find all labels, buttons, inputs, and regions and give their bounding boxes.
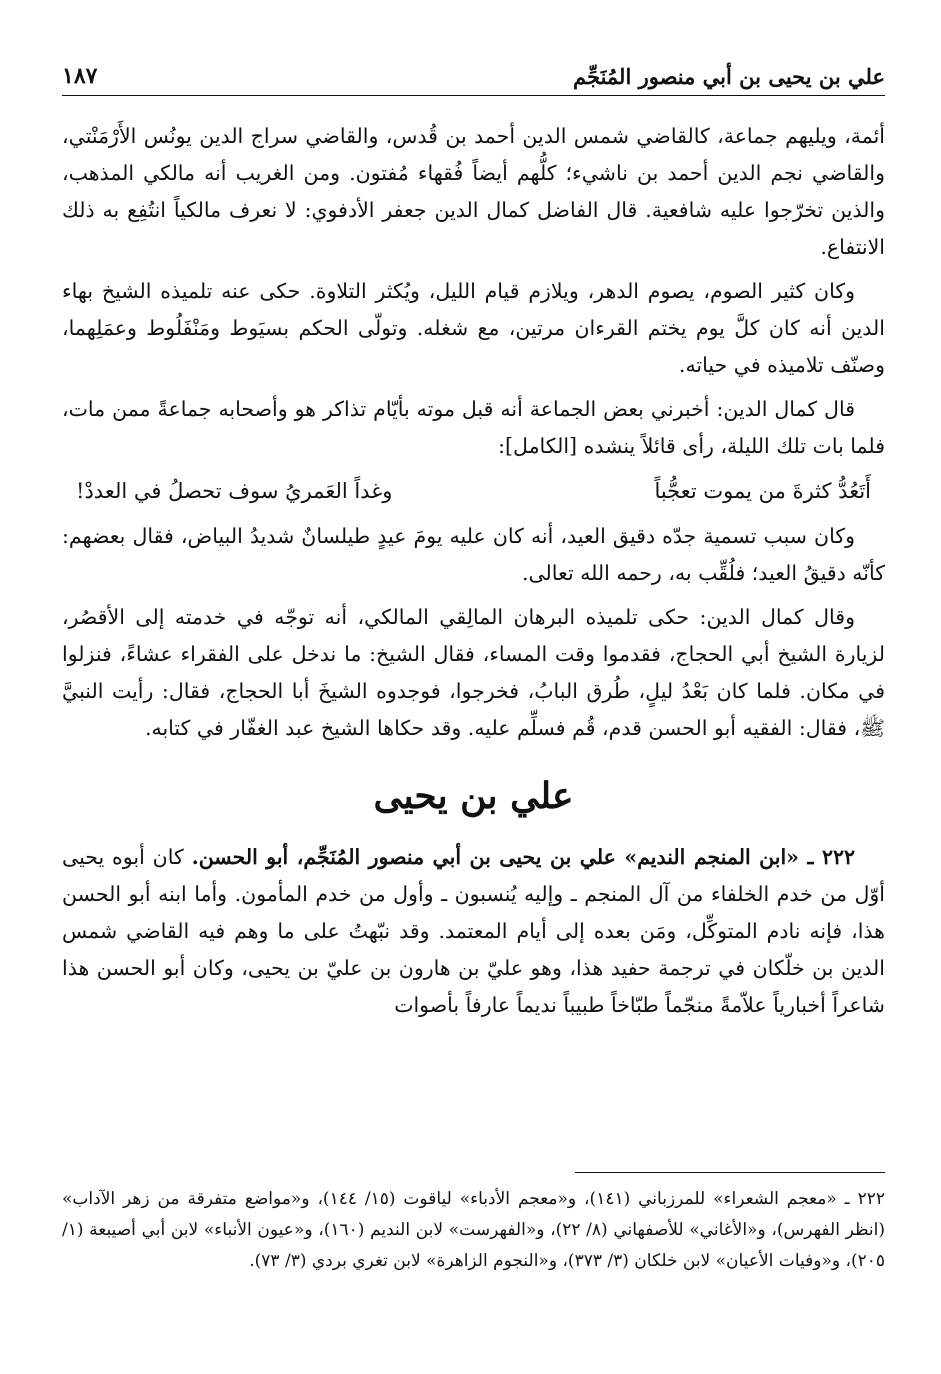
main-text [62, 118, 885, 1031]
poem-verse [76, 472, 871, 510]
paragraph-5: وقال كمال الدين: حكى تلميذه البرهان المالِقي المالكي، أنه توجّه في خدمته إلى الأقصُر، لزيارة الشيخ أبي الحجاج، فقدموا وقت المساء، فقال الشيخ: ما ندخل على الفقراء عشاءً، فنزلوا في مكان. فلما كان بَعْدُ ليلٍ، طُرق البابُ، فخرجوا، فوجدوه الشيخَ أبا الحجاج، فقال: رأيت النبيَّ ﷺ، فقال: الفقيه أبو الحسن قدم، قُم فسلِّم عليه. وقد حكاها الشيخ عبد الغفّار في كتابه. [62, 605, 885, 740]
entry-paragraph [62, 839, 885, 1024]
verse-first-hemistich: أَتَعُدُّ كثرةَ من يموت تعجُّباً [654, 479, 871, 503]
verse-second-hemistich: وغداً العَمريُ سوف تحصلُ في العددْ! [76, 479, 393, 503]
footnote: ٢٢٢ ـ «معجم الشعراء» للمرزباني (١٤١)، و«معجم الأدباء» لياقوت (١٥/ ١٤٤)، و«مواضع متفرقة من زهر الآداب» (انظر الفهرس)، و«الأغاني» للأصفهاني (٨/ ٢٢)، و«الفهرست» لابن النديم (١٦٠)، و«عيون الأنباء» لابن أبي أصيبعة (١/ ٢٠٥)، و«وفيات الأعيان» لابن خلكان (٣/ ٣٧٣)، و«النجوم الزاهرة» لابن تغري بردي (٣/ ٧٣). [62, 1189, 886, 1271]
page-number: ١٨٧ [62, 63, 98, 89]
page-header [62, 56, 885, 96]
paragraph-2: وكان كثير الصوم، يصوم الدهر، ويلازم قيام الليل، ويُكثر التلاوة. حكى عنه تلميذه الشيخ بهاء الدين أنه كان كلَّ يوم يختم القرءان مرتين، مع شغله. وتولّى الحكم بسيَوط ومَنْفَلُوط وعمَلِهما، وصنّف تلاميذه في حياته. [62, 279, 885, 377]
paragraph-1: أئمة، ويليهم جماعة، كالقاضي شمس الدين أحمد بن قُدس، والقاضي سراج الدين يونُس الأَرْمَنْتي، والقاضي نجم الدين أحمد بن ناشيء؛ كلُّهم أيضاً فُقهاء مُفتون. ومن الغريب أنه مالكي المذهب، والذين تخرّجوا عليه شافعية. قال الفاضل كمال الدين جعفر الأدفوي: لا نعرف مالكياً انتُفِع به ذلك الانتفاع. [62, 124, 885, 259]
running-title: علي بن يحيى بن أبي منصور المُنَجِّم [573, 64, 885, 89]
paragraph-4: وكان سبب تسمية جدّه دقيق العيد، أنه كان عليه يومَ عيدٍ طيلسانٌ شديدُ البياض، فقال بعضهم: كأنّه دقيقُ العيد؛ فلُقِّب به، رحمه الله تعالى. [62, 524, 885, 585]
entry-heading: ٢٢٢ ـ «ابن المنجم النديم» علي بن يحيى بن أبي منصور المُنَجِّم، أبو الحسن. [191, 845, 855, 869]
footnote-divider [575, 1172, 885, 1173]
section-title: علي بن يحيى [373, 775, 574, 817]
entry-text: كان أبوه يحيى أوّل من خدم الخلفاء من آل المنجم ـ وإليه يُنسبون ـ وأول من خدم المأمون. وأما ابنه أبو الحسن هذا، فإنه نادم المتوكِّل، ومَن بعده إلى أيام المعتمد. وقد نبّهتُ على ما وهم فيه القاضي شمس الدين بن خلّكان في ترجمة حفيد هذا، وهو عليّ بن هارون بن عليّ بن يحيى، وكان أبو الحسن هذا شاعراً أخبارياً علاّمةً منجّماً طبّاخاً طبيباً نديماً عارفاً بأصوات [62, 845, 885, 1017]
paragraph-3: قال كمال الدين: أخبرني بعض الجماعة أنه قبل موته بأيّام تذاكر هو وأصحابه جماعةً ممن مات، فلما بات تلك الليلة، رأى قائلاً ينشده [الكامل]: [62, 397, 885, 458]
